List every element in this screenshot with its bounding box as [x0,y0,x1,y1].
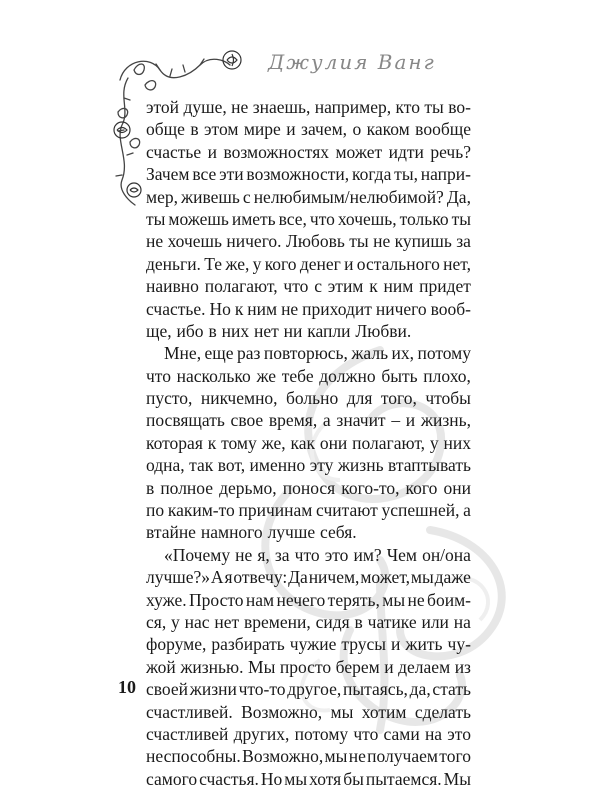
text-line: что насколько же тебе должно быть плохо, [146,365,471,386]
text-line: в полное дерьмо, понося кого-то, кого они [146,477,471,498]
text-line: ся, у нас нет времени, сидя в чатике или на [146,611,471,632]
text-line: этой душе, не знаешь, например, кто ты во- [146,97,471,117]
text-line: которая к тому же, как они полагают, у них [146,432,471,453]
text-line: счастье. Но к ним не приходит ничего вооб- [146,298,471,319]
text-line: счастье и возможностях может идти речь? [146,141,471,162]
text-line: одна, так вот, именно эту жизнь втаптывать [146,455,471,476]
text-line: посвящать свое время, а значит – и жизнь, [146,410,471,431]
text-line: пусто, никчемно, больно для того, чтобы [146,388,471,409]
text-line: «Почему не я, за что это им? Чем он/она [164,544,471,565]
body-text [146,96,471,790]
text-line: не хочешь ничего. Любовь ты не купишь за [146,231,471,252]
text-line: Мне, еще раз повторюсь, жаль их, потому [164,343,471,364]
text-line: деньги. Те же, у кого денег и остального нет, [146,253,471,274]
text-line: Зачем все эти возможности, когда ты, напри- [146,164,471,185]
text-line: по каким-то причинам считают успешней, а [146,500,471,521]
running-title: Джулия Ванг [268,50,436,74]
text-line: жой жизнью. Мы просто берем и делаем из [146,656,471,677]
text-line: обще в этом мире и зачем, о каком вообще [146,119,471,140]
text-line: своей жизни что-то другое, пытаясь, да, стать [146,679,471,700]
text-line: самого счастья. Но мы хотя бы пытаемся. Мы [146,768,471,789]
text-line: ще, ибо в них нет ни капли Любви. [146,320,412,341]
text-line: хуже. Просто нам нечего терять, мы не боим- [146,589,471,610]
text-line: счастливей. Возможно, мы хотим сделать [146,701,471,722]
text-line: наивно полагают, что с этим к ним придет [146,276,471,297]
page-number: 10 [118,677,136,697]
text-line: лучше?» А я отвечу: Да ничем, может, мы даже [146,567,471,588]
text-line: мер, живешь с нелюбимым/нелюбимой? Да, [146,186,471,207]
text-line: счастливей других, потому что сами на это [146,723,471,744]
text-line: втайне намного лучше себя. [146,522,357,543]
text-line: ты можешь иметь все, что хочешь, только ты [146,208,471,229]
text-line: форуме, разбирать чужие трусы и жить чу- [146,634,471,655]
text-line: неспособны. Возможно, мы не получаем того [146,746,471,767]
